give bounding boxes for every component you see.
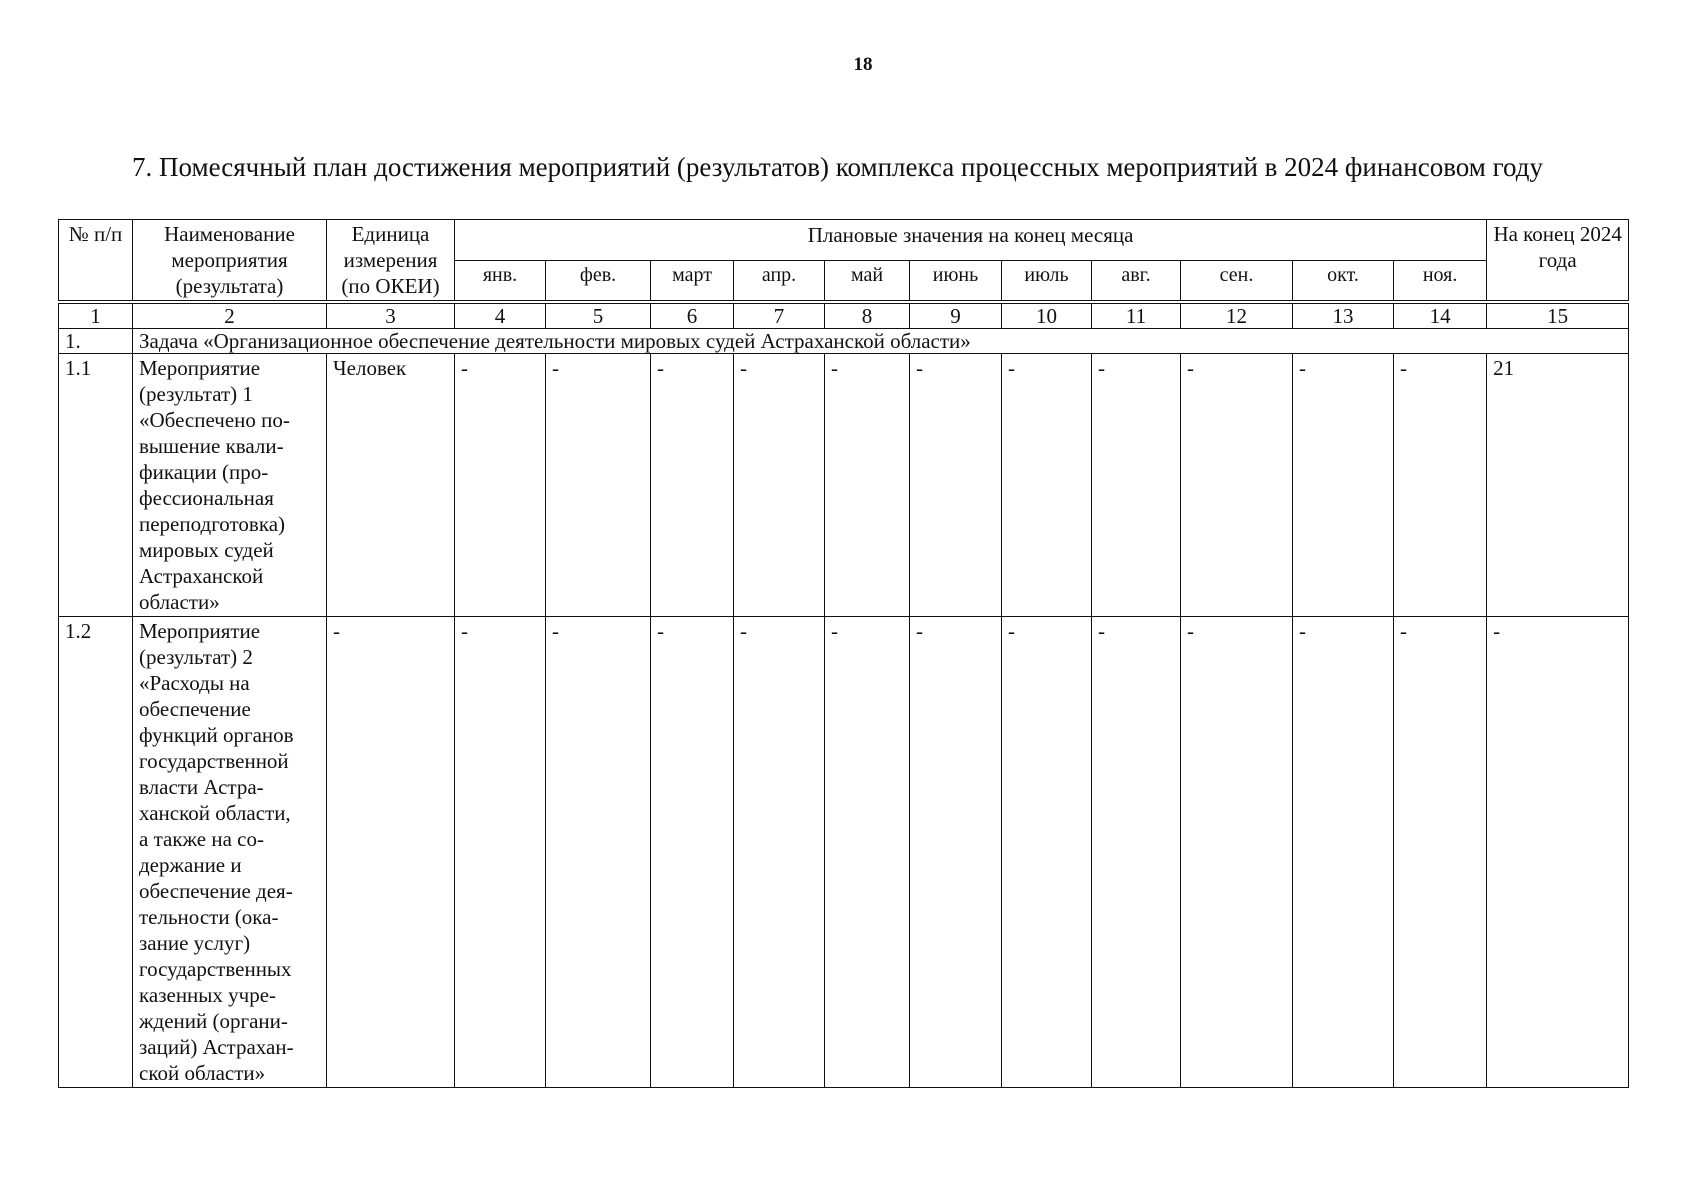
column-number: 10: [1002, 302, 1092, 329]
header-month: май: [825, 260, 910, 302]
row-month-value: -: [910, 354, 1002, 617]
column-number: 5: [546, 302, 651, 329]
header-month: фев.: [546, 260, 651, 302]
column-number: 2: [133, 302, 327, 329]
row-month-value: -: [1002, 617, 1092, 1088]
header-month: авг.: [1092, 260, 1181, 302]
row-unit: Человек: [327, 354, 455, 617]
row-month-value: -: [825, 617, 910, 1088]
row-month-value: -: [546, 354, 651, 617]
document-title: 7. Помесячный план достижения мероприятий (результатов) комплекса процессных мероприятий в 2024 финансовом году: [132, 152, 1543, 182]
row-num: 1.1: [59, 354, 133, 617]
header-month: ноя.: [1394, 260, 1487, 302]
column-number: 13: [1293, 302, 1394, 329]
row-month-value: -: [1092, 354, 1181, 617]
row-month-value: -: [455, 354, 546, 617]
row-end-value: 21: [1487, 354, 1629, 617]
task-row: [59, 329, 1629, 354]
header-month: апр.: [734, 260, 825, 302]
row-month-value: -: [1293, 354, 1394, 617]
column-number: 8: [825, 302, 910, 329]
header-month: сен.: [1181, 260, 1293, 302]
column-number: 6: [651, 302, 734, 329]
row-month-value: -: [825, 354, 910, 617]
header-row: [59, 220, 1629, 261]
header-num: № п/п: [59, 220, 133, 303]
column-number: 1: [59, 302, 133, 329]
monthly-plan-table: [58, 219, 1629, 1088]
table-row: [59, 617, 1629, 1088]
header-month: окт.: [1293, 260, 1394, 302]
header-end-of-year: На конец 2024 года: [1487, 220, 1629, 303]
column-number: 7: [734, 302, 825, 329]
header-name: Наименование мероприятия (результата): [133, 220, 327, 303]
page-number: 18: [853, 54, 873, 75]
row-end-value: -: [1487, 617, 1629, 1088]
column-number: 3: [327, 302, 455, 329]
row-month-value: -: [1293, 617, 1394, 1088]
column-number: 14: [1394, 302, 1487, 329]
row-month-value: -: [546, 617, 651, 1088]
header-month: июнь: [910, 260, 1002, 302]
header-unit: Единица измерения (по ОКЕИ): [327, 220, 455, 303]
row-month-value: -: [651, 354, 734, 617]
header-plan-group: Плановые значения на конец месяца: [455, 220, 1487, 261]
column-numbers-row: [59, 302, 1629, 329]
column-number: 15: [1487, 302, 1629, 329]
column-number: 12: [1181, 302, 1293, 329]
row-month-value: -: [734, 617, 825, 1088]
column-number: 9: [910, 302, 1002, 329]
row-month-value: -: [910, 617, 1002, 1088]
header-month: июль: [1002, 260, 1092, 302]
row-month-value: -: [1394, 617, 1487, 1088]
row-month-value: -: [1092, 617, 1181, 1088]
task-text: Задача «Организационное обеспечение деятельности мировых судей Астраханской области»: [133, 329, 1629, 354]
row-name: Мероприятие (результат) 2 «Расходы на обеспечение функций органов государственной власти Астра- ханской области, а также на со- держание и обеспечение дея- тельности (ока- зание услуг) государственных казенных учре- ждений (органи- заций) Астрахан- ской области»: [133, 617, 327, 1088]
row-month-value: -: [1002, 354, 1092, 617]
table-row: [59, 354, 1629, 617]
row-month-value: -: [1181, 354, 1293, 617]
column-number: 11: [1092, 302, 1181, 329]
row-name: Мероприятие (результат) 1 «Обеспечено по- вышение квали- фикации (про- фессиональная переподготовка) мировых судей Астраханской области»: [133, 354, 327, 617]
row-num: 1.2: [59, 617, 133, 1088]
row-month-value: -: [455, 617, 546, 1088]
row-month-value: -: [734, 354, 825, 617]
column-number: 4: [455, 302, 546, 329]
header-month: янв.: [455, 260, 546, 302]
row-month-value: -: [1394, 354, 1487, 617]
header-month: март: [651, 260, 734, 302]
task-num: 1.: [59, 329, 133, 354]
row-month-value: -: [651, 617, 734, 1088]
row-unit: -: [327, 617, 455, 1088]
row-month-value: -: [1181, 617, 1293, 1088]
